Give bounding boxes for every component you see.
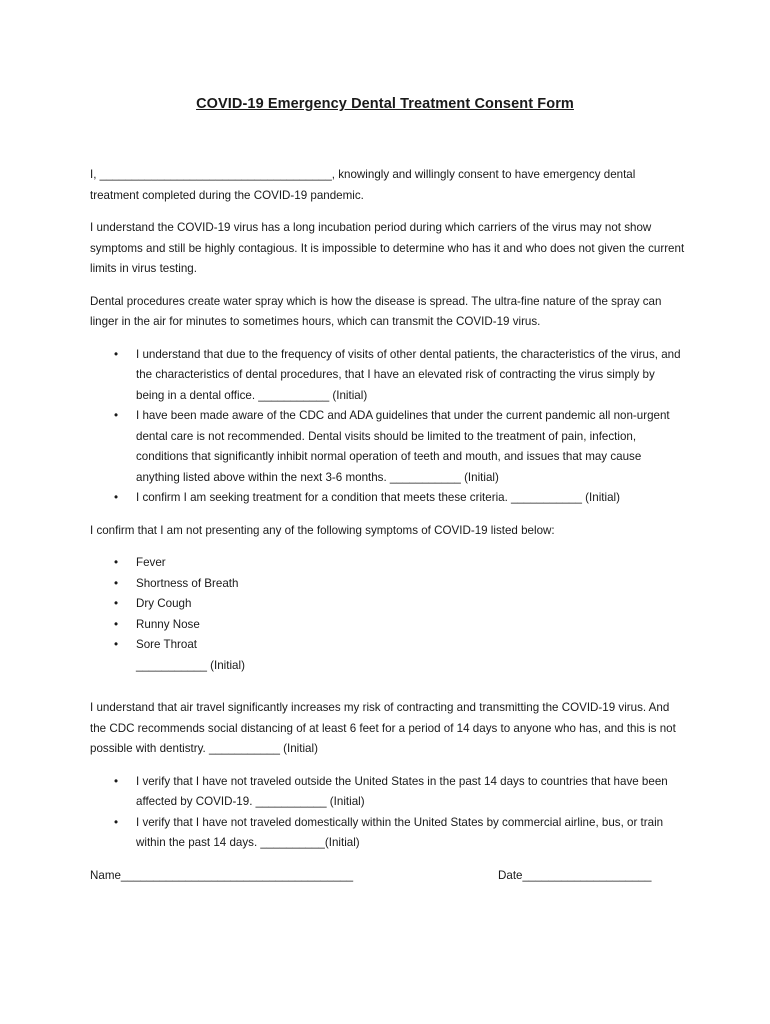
list-item	[90, 772, 686, 813]
travel-text: I verify that I have not traveled outside the United States in the past 14 days to countries that have been affected by COVID-19. ___________ (Initial)	[136, 774, 668, 808]
bullet-icon: •	[114, 617, 119, 631]
travel-list	[90, 772, 686, 854]
bullet-icon: •	[114, 774, 119, 788]
name-field[interactable]: Name____________________________________	[90, 868, 354, 882]
symptom-text: Dry Cough	[136, 597, 192, 610]
symptoms-initial-field[interactable]: ___________ (Initial)	[136, 658, 245, 672]
bullet-icon: •	[114, 576, 119, 590]
bullet-icon: •	[114, 815, 119, 829]
symptom-text: Fever	[136, 556, 166, 569]
bullet-icon: •	[114, 347, 119, 361]
list-item	[90, 345, 686, 407]
travel-paragraph: I understand that air travel significantly increases my risk of contracting and transmitting the COVID-19 virus. And the CDC recommends social distancing of at least 6 feet for a period of 14 days to anyone who has, and this is not possible with dentistry. ___________ (Initial)	[90, 701, 676, 755]
list-item	[90, 813, 686, 854]
form-body	[90, 165, 686, 887]
acknowledgement-list	[90, 345, 686, 509]
symptom-text: Sore Throat	[136, 638, 198, 651]
bullet-icon: •	[114, 556, 119, 569]
bullet-icon: •	[114, 409, 119, 422]
list-item	[90, 488, 686, 509]
signature-row	[90, 866, 686, 887]
symptoms-intro-paragraph: I confirm that I am not presenting any of the following symptoms of COVID-19 listed below:	[90, 523, 555, 537]
list-item	[90, 635, 686, 656]
acknowledgement-text: I confirm I am seeking treatment for a condition that meets these criteria. ___________ (Initial)	[136, 491, 620, 504]
symptom-text: Shortness of Breath	[136, 576, 239, 590]
list-item	[90, 615, 686, 636]
travel-text: I verify that I have not traveled domestically within the United States by commercial airline, bus, or train within the past 14 days. __________(Initial)	[136, 815, 664, 849]
list-item	[90, 574, 686, 595]
list-item	[90, 553, 686, 574]
spray-paragraph: Dental procedures create water spray which is how the disease is spread. The ultra-fine nature of the spray can linger in the air for minutes to sometimes hours, which can transmit the COVID-19 virus.	[90, 294, 662, 328]
acknowledgement-text: I have been made aware of the CDC and ADA guidelines that under the current pandemic all non-urgent dental care is not recommended. Dental visits should be limited to the treatment of pain, infection, conditions that significantly inhibit normal operation of teeth and mouth, and issues that may cause anything listed above within the next 3-6 months. ___________ (Initial)	[136, 409, 670, 484]
acknowledgement-text: I understand that due to the frequency of visits of other dental patients, the characteristics of the virus, and the characteristics of dental procedures, that I have an elevated risk of contracting the virus simply by being in a dental office. ___________ (Initial)	[136, 347, 681, 402]
bullet-icon: •	[114, 597, 119, 610]
list-item	[90, 594, 686, 615]
page-title: COVID-19 Emergency Dental Treatment Consent Form	[196, 96, 574, 112]
list-item	[90, 406, 686, 488]
symptom-text: Runny Nose	[136, 617, 200, 631]
incubation-paragraph: I understand the COVID-19 virus has a long incubation period during which carriers of the virus may not show symptoms and still be highly contagious. It is impossible to determine who has it and who does not given the current limits in virus testing.	[90, 221, 685, 275]
bullet-icon: •	[114, 491, 119, 504]
intro-paragraph: I, ____________________________________, knowingly and willingly consent to have emergency dental treatment completed during the COVID-19 pandemic.	[90, 168, 636, 202]
symptom-list	[90, 553, 686, 656]
date-field[interactable]: Date____________________	[498, 868, 652, 882]
bullet-icon: •	[114, 638, 119, 651]
